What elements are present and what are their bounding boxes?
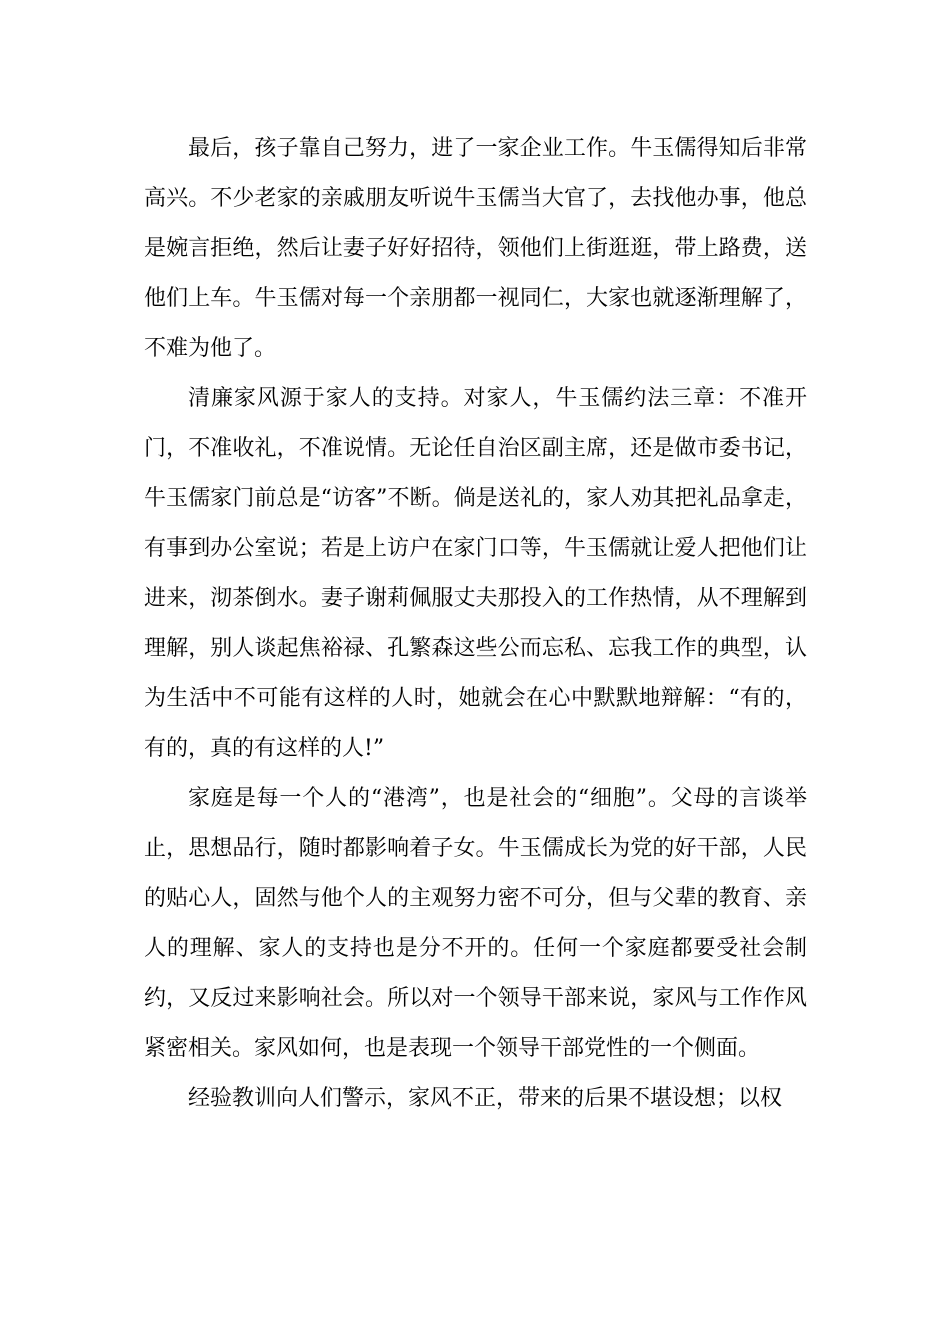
- document-page: [144, 124, 807, 1124]
- paragraph-1: 最后，孩子靠自己努力，进了一家企业工作。牛玉儒得知后非常高兴。不少老家的亲戚朋友听说牛玉儒当大官了，去找他办事，他总是婉言拒绝，然后让妻子好好招待，领他们上街逛逛，带上路费，送他们上车。牛玉儒对每一个亲朋都一视同仁，大家也就逐渐理解了，不难为他了。: [144, 136, 807, 361]
- paragraph-2: 清廉家风源于家人的支持。对家人，牛玉儒约法三章：不准开门，不准收礼，不准说情。无论任自治区副主席，还是做市委书记，牛玉儒家门前总是“访客”不断。倘是送礼的，家人劝其把礼品拿走，有事到办公室说；若是上访户在家门口等，牛玉儒就让爱人把他们让进来，沏茶倒水。妻子谢莉佩服丈夫那投入的工作热情，从不理解到理解，别人谈起焦裕禄、孔繁森这些公而忘私、忘我工作的典型，认为生活中不可能有这样的人时，她就会在心中默默地辩解：“有的，有的，真的有这样的人!”: [144, 386, 807, 761]
- paragraph-4: 经验教训向人们警示，家风不正，带来的后果不堪设想；以权: [188, 1086, 783, 1111]
- paragraph-3: 家庭是每一个人的“港湾”，也是社会的“细胞”。父母的言谈举止，思想品行，随时都影响着子女。牛玉儒成长为党的好干部，人民的贴心人，固然与他个人的主观努力密不可分，但与父辈的教育、亲人的理解、家人的支持也是分不开的。任何一个家庭都要受社会制约，又反过来影响社会。所以对一个领导干部来说，家风与工作作风紧密相关。家风如何，也是表现一个领导干部党性的一个侧面。: [144, 786, 807, 1061]
